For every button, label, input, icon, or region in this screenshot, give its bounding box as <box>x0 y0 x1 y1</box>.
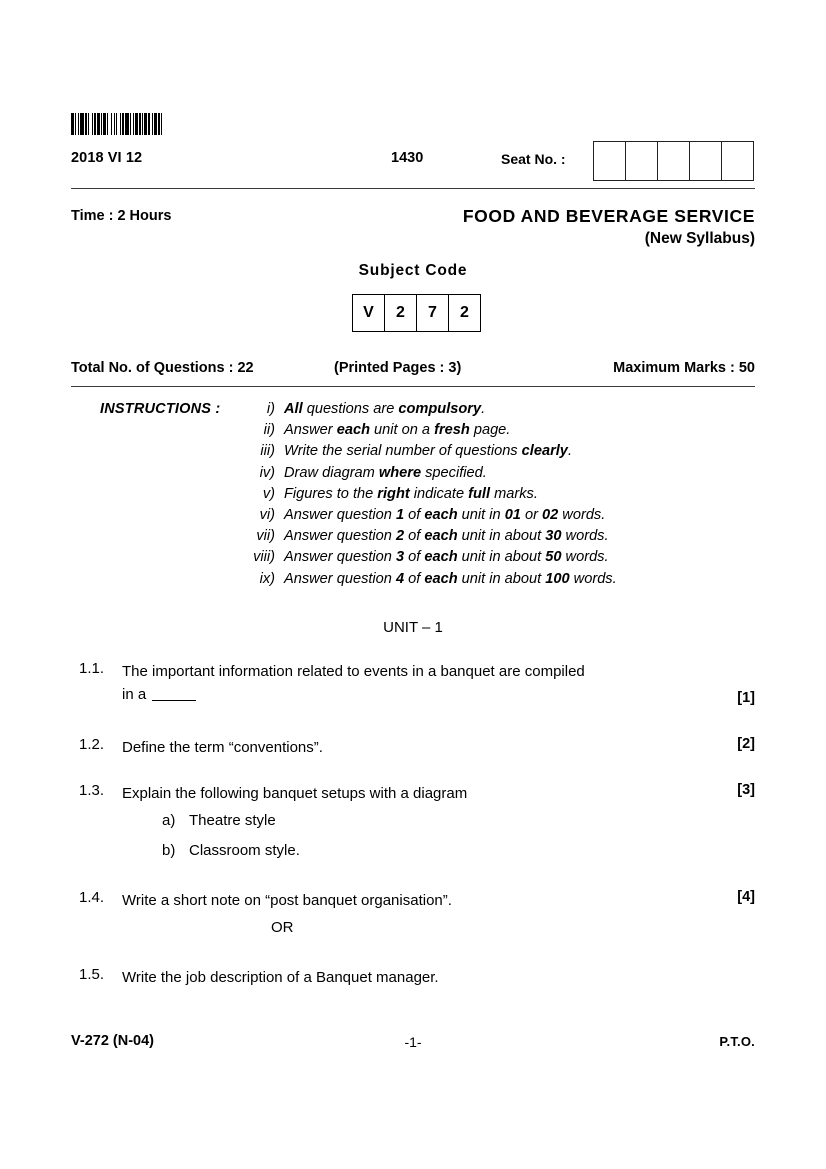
instruction-number: viii) <box>253 549 275 566</box>
question-text: Define the term “conventions”. <box>122 739 323 756</box>
instruction-number: iii) <box>260 443 275 460</box>
page-subtitle: (New Syllabus) <box>644 230 755 247</box>
seat-no-label: Seat No. : <box>501 151 566 167</box>
subject-code-label: Subject Code <box>358 262 468 279</box>
instruction-number: iv) <box>259 464 275 481</box>
instruction-item <box>241 422 741 443</box>
seat-no-cell[interactable] <box>626 142 658 180</box>
seat-no-cell[interactable] <box>658 142 690 180</box>
sub-item-text: Classroom style. <box>189 842 300 859</box>
subject-code-cell: 2 <box>449 295 481 331</box>
question-text: Write a short note on “post banquet organisation”. <box>122 892 452 909</box>
question-text: Explain the following banquet setups with a diagram <box>122 785 468 802</box>
question-marks: [3] <box>737 782 755 798</box>
instruction-text: Figures to the right indicate full marks. <box>284 485 538 502</box>
seat-no-cell[interactable] <box>722 142 754 180</box>
question-text: The important information related to events in a banquet are compiled in a <box>122 663 585 703</box>
seat-no-boxes[interactable] <box>593 141 754 181</box>
instruction-item <box>241 528 741 549</box>
instruction-number: vi) <box>259 506 275 523</box>
exam-date: 2018 VI 12 <box>71 150 143 166</box>
divider-bottom <box>71 386 755 387</box>
instruction-item <box>241 571 741 592</box>
page-footer <box>71 1033 755 1053</box>
total-questions: Total No. of Questions : 22 <box>71 360 254 376</box>
instruction-text: Answer question 3 of each unit in about 50 words. <box>284 549 609 566</box>
sub-item-text: Theatre style <box>189 812 276 829</box>
instruction-number: ix) <box>259 570 275 587</box>
page-title: FOOD AND BEVERAGE SERVICE <box>462 206 755 226</box>
instruction-text: Draw diagram where specified. <box>284 464 487 481</box>
instruction-text: Answer each unit on a fresh page. <box>284 422 511 439</box>
instruction-number: ii) <box>263 422 275 439</box>
instruction-number: v) <box>262 485 275 502</box>
instruction-number: i) <box>266 401 275 417</box>
paper-code: 1430 <box>391 150 424 166</box>
instruction-text: Answer question 1 of each unit in 01 or 02 words. <box>284 506 606 523</box>
printed-pages: (Printed Pages : 3) <box>334 360 462 376</box>
barcode-region <box>71 113 165 135</box>
instruction-item <box>241 486 741 507</box>
divider-top <box>71 188 755 189</box>
question-marks: [4] <box>737 889 755 905</box>
instruction-text: Write the serial number of questions clearly. <box>284 443 572 460</box>
question-number: 1.5. <box>79 966 105 983</box>
question-marks: [1] <box>737 690 755 706</box>
question-marks: [2] <box>737 736 755 752</box>
exam-meta-row <box>71 360 755 382</box>
subject-code-cell: 7 <box>417 295 449 331</box>
header-row <box>71 147 755 187</box>
barcode-icon <box>71 113 165 135</box>
maximum-marks: Maximum Marks : 50 <box>613 360 755 376</box>
instruction-item <box>241 465 741 486</box>
instructions-list <box>241 401 741 592</box>
instruction-text: All questions are compulsory. <box>284 401 486 417</box>
question-number: 1.4. <box>79 889 105 906</box>
footer-paper-id: V-272 (N-04) <box>71 1033 155 1049</box>
instruction-item <box>241 401 741 422</box>
question-number: 1.1. <box>79 660 105 677</box>
instruction-item <box>241 507 741 528</box>
seat-no-cell[interactable] <box>690 142 722 180</box>
seat-no-cell[interactable] <box>594 142 626 180</box>
subject-code-cell: 2 <box>385 295 417 331</box>
question-text: Write the job description of a Banquet manager. <box>122 969 439 986</box>
instruction-text: Answer question 2 of each unit in about 30 words. <box>284 528 609 545</box>
instruction-text: Answer question 4 of each unit in about 100 words. <box>284 570 617 587</box>
exam-duration: Time : 2 Hours <box>71 208 172 224</box>
question-number: 1.2. <box>79 736 105 753</box>
subject-code-cell: V <box>353 295 385 331</box>
or-separator: OR <box>271 919 294 936</box>
instruction-item <box>241 549 741 570</box>
instruction-number: vii) <box>256 528 275 545</box>
instruction-item <box>241 443 741 464</box>
sub-item-label: b) <box>162 842 176 859</box>
footer-pto: P.T.O. <box>719 1034 755 1049</box>
footer-page-number: -1- <box>404 1034 422 1050</box>
question-number: 1.3. <box>79 782 105 799</box>
unit-heading: UNIT – 1 <box>383 619 443 636</box>
instructions-label: INSTRUCTIONS : <box>100 401 221 417</box>
subject-code-boxes <box>352 294 481 332</box>
sub-item-label: a) <box>162 812 176 829</box>
